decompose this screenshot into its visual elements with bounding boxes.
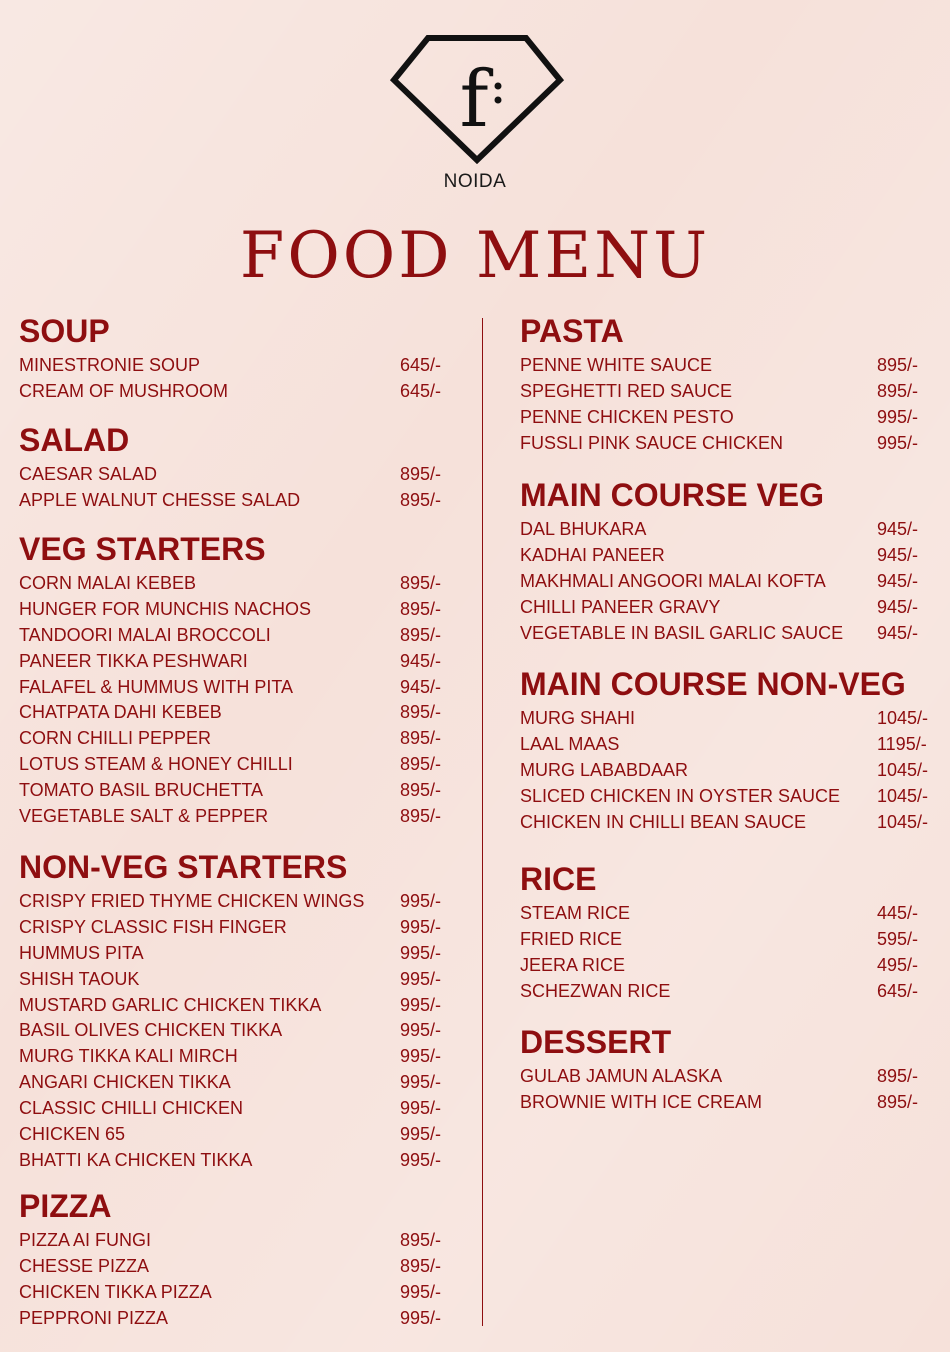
item-price: 895/- <box>400 1255 442 1276</box>
item-name: APPLE WALNUT CHESSE SALAD <box>19 489 301 510</box>
menu-item <box>520 595 919 621</box>
item-price: 595/- <box>877 928 919 949</box>
menu-item <box>19 941 442 967</box>
menu-item <box>520 901 919 927</box>
menu-item <box>520 379 919 405</box>
menu-item <box>520 517 919 543</box>
item-price: 895/- <box>877 380 919 401</box>
item-name: LAAL MAAS <box>520 733 620 754</box>
menu-item <box>19 1096 442 1122</box>
menu-item <box>19 915 442 941</box>
menu-item <box>19 1148 442 1174</box>
brand-logo <box>390 34 564 164</box>
item-price: 995/- <box>400 1072 442 1093</box>
section-non-veg-starters <box>19 849 442 1174</box>
menu-item <box>19 1280 442 1306</box>
menu-item <box>19 967 442 993</box>
item-name: HUNGER FOR MUNCHIS NACHOS <box>19 598 312 619</box>
item-price: 945/- <box>400 676 442 697</box>
item-price: 895/- <box>400 464 442 484</box>
menu-item <box>19 1044 442 1070</box>
menu-item <box>520 405 919 431</box>
menu-item <box>19 1122 442 1148</box>
item-price: 1045/- <box>877 785 929 806</box>
item-name: MINESTRONIE SOUP <box>19 355 201 375</box>
item-price: 945/- <box>877 519 919 539</box>
menu-item <box>520 1064 919 1090</box>
item-name: TANDOORI MALAI BROCCOLI <box>19 624 271 645</box>
menu-item <box>520 1090 919 1116</box>
item-name: CRISPY FRIED THYME CHICKEN WINGS <box>19 891 365 911</box>
item-price: 895/- <box>400 1230 442 1250</box>
item-price: 1045/- <box>877 811 929 832</box>
item-name: FALAFEL & HUMMUS WITH PITA <box>19 676 294 697</box>
item-price: 895/- <box>400 728 442 749</box>
item-name: MURG LABABDAAR <box>520 759 689 780</box>
item-name: MURG TIKKA KALI MIRCH <box>19 1046 238 1067</box>
item-price: 945/- <box>877 544 919 565</box>
item-name: CAESAR SALAD <box>19 464 158 484</box>
item-price: 895/- <box>400 598 442 619</box>
item-name: CHILLI PANEER GRAVY <box>520 596 721 617</box>
menu-item <box>19 379 442 405</box>
menu-item <box>19 1018 442 1044</box>
menu-item <box>19 1228 442 1254</box>
item-name: VEGETABLE SALT & PEPPER <box>19 806 269 827</box>
menu-item <box>19 1306 442 1332</box>
menu-item <box>520 706 929 732</box>
item-name: CHICKEN IN CHILLI BEAN SAUCE <box>520 811 807 832</box>
item-name: VEGETABLE IN BASIL GARLIC SAUCE <box>520 622 844 643</box>
item-name: JEERA RICE <box>520 954 626 975</box>
item-name: BASIL OLIVES CHICKEN TIKKA <box>19 1020 283 1041</box>
item-price: 995/- <box>877 432 919 453</box>
menu-item <box>19 700 442 726</box>
section-main-course-veg <box>520 477 919 646</box>
menu-item <box>520 353 919 379</box>
item-name: MAKHMALI ANGOORI MALAI KOFTA <box>520 570 826 591</box>
menu-item <box>520 979 919 1005</box>
item-price: 895/- <box>400 754 442 775</box>
logo-letter: f <box>459 55 489 145</box>
menu-item <box>19 623 442 649</box>
item-name: CLASSIC CHILLI CHICKEN <box>19 1098 244 1119</box>
item-price: 945/- <box>877 570 919 591</box>
menu-item <box>19 1070 442 1096</box>
section-salad <box>19 422 442 514</box>
item-name: MURG SHAHI <box>520 708 636 728</box>
item-price: 895/- <box>400 624 442 645</box>
section-rice <box>520 861 919 1005</box>
item-name: CORN MALAI KEBEB <box>19 573 197 593</box>
menu-item <box>19 1254 442 1280</box>
menu-item <box>520 927 919 953</box>
item-price: 895/- <box>400 702 442 723</box>
item-price: 1195/- <box>877 733 927 754</box>
item-price: 995/- <box>400 1046 442 1067</box>
item-price: 945/- <box>877 622 919 643</box>
item-price: 995/- <box>400 968 442 989</box>
page-title: FOOD MENU <box>239 219 711 293</box>
item-price: 995/- <box>400 1307 442 1328</box>
item-price: 645/- <box>400 380 442 401</box>
section-pizza <box>19 1188 442 1332</box>
item-price: 995/- <box>400 1020 442 1041</box>
menu-item <box>19 597 442 623</box>
item-price: 895/- <box>400 806 442 827</box>
menu-item <box>19 353 442 379</box>
item-name: PENNE WHITE SAUCE <box>520 355 713 375</box>
item-name: SCHEZWAN RICE <box>520 980 671 1001</box>
item-price: 995/- <box>877 406 919 427</box>
item-name: CRISPY CLASSIC FISH FINGER <box>19 916 287 937</box>
item-name: SPEGHETTI RED SAUCE <box>520 380 733 401</box>
menu-item <box>520 758 929 784</box>
menu-item <box>19 889 442 915</box>
column-divider <box>482 318 483 1326</box>
item-name: TOMATO BASIL BRUCHETTA <box>19 780 264 801</box>
item-price: 995/- <box>400 1124 442 1145</box>
item-name: BHATTI KA CHICKEN TIKKA <box>19 1149 253 1170</box>
menu-item <box>19 462 442 488</box>
item-price: 895/- <box>877 1091 919 1112</box>
section-pasta <box>520 313 919 457</box>
item-name: FRIED RICE <box>520 928 623 949</box>
menu-item <box>19 804 442 830</box>
item-price: 895/- <box>400 780 442 801</box>
menu-item <box>520 732 927 758</box>
menu-item <box>520 543 919 569</box>
section-heading: VEG STARTERS <box>19 531 266 567</box>
item-name: PIZZA AI FUNGI <box>19 1230 152 1250</box>
item-name: CORN CHILLI PEPPER <box>19 728 212 749</box>
section-heading: SALAD <box>19 422 130 458</box>
item-name: CHESSE PIZZA <box>19 1255 150 1276</box>
menu-item <box>19 649 442 675</box>
menu-item <box>520 621 919 647</box>
item-price: 995/- <box>400 1281 442 1302</box>
section-heading: RICE <box>520 861 597 897</box>
item-price: 1045/- <box>877 759 929 780</box>
item-price: 945/- <box>877 596 919 617</box>
section-dessert <box>520 1024 919 1116</box>
item-price: 1045/- <box>877 708 929 728</box>
menu-item <box>520 810 929 836</box>
item-name: PEPPRONI PIZZA <box>19 1307 169 1328</box>
item-name: STEAM RICE <box>520 903 631 923</box>
item-name: ANGARI CHICKEN TIKKA <box>19 1072 231 1093</box>
item-name: CHICKEN TIKKA PIZZA <box>19 1281 212 1302</box>
item-price: 895/- <box>877 355 919 375</box>
item-name: HUMMUS PITA <box>19 942 144 963</box>
item-name: MUSTARD GARLIC CHICKEN TIKKA <box>19 994 322 1015</box>
menu-item <box>19 675 442 701</box>
menu-item <box>19 488 442 514</box>
menu-item <box>520 953 919 979</box>
item-name: CREAM OF MUSHROOM <box>19 380 228 401</box>
item-name: LOTUS STEAM & HONEY CHILLI <box>19 754 293 775</box>
item-name: SHISH TAOUK <box>19 968 140 989</box>
item-name: GULAB JAMUN ALASKA <box>520 1066 723 1086</box>
item-price: 995/- <box>400 916 442 937</box>
item-price: 995/- <box>400 994 442 1015</box>
item-name: CHATPATA DAHI KEBEB <box>19 702 222 723</box>
section-heading: DESSERT <box>520 1024 672 1060</box>
item-name: PANEER TIKKA PESHWARI <box>19 650 248 671</box>
menu-item <box>19 726 442 752</box>
menu-item <box>520 431 919 457</box>
menu-item <box>19 993 442 1019</box>
section-heading: SOUP <box>19 313 110 349</box>
item-name: BROWNIE WITH ICE CREAM <box>520 1091 762 1112</box>
item-price: 895/- <box>877 1066 919 1086</box>
menu-item <box>520 784 929 810</box>
item-name: SLICED CHICKEN IN OYSTER SAUCE <box>520 785 841 806</box>
item-price: 495/- <box>877 954 919 975</box>
section-soup <box>19 313 442 405</box>
item-price: 895/- <box>400 573 442 593</box>
menu-item <box>19 778 442 804</box>
item-price: 945/- <box>400 650 442 671</box>
item-name: KADHAI PANEER <box>520 544 665 565</box>
section-heading: PASTA <box>520 313 624 349</box>
item-price: 995/- <box>400 942 442 963</box>
item-price: 895/- <box>400 489 442 510</box>
menu-item <box>19 752 442 778</box>
city-label: NOIDA <box>443 171 507 192</box>
item-price: 995/- <box>400 1098 442 1119</box>
item-price: 645/- <box>400 355 442 375</box>
menu-item <box>520 569 919 595</box>
section-heading: NON-VEG STARTERS <box>19 849 348 885</box>
item-price: 995/- <box>400 1149 442 1170</box>
item-price: 445/- <box>877 903 919 923</box>
section-heading: PIZZA <box>19 1188 112 1224</box>
section-veg-starters <box>19 531 442 830</box>
menu-item <box>19 571 442 597</box>
item-name: DAL BHUKARA <box>520 519 647 539</box>
item-price: 995/- <box>400 891 442 911</box>
section-main-course-non-veg <box>520 666 929 835</box>
section-heading: MAIN COURSE NON-VEG <box>520 666 906 702</box>
diamond-logo-icon <box>390 34 564 164</box>
section-heading: MAIN COURSE VEG <box>520 477 825 513</box>
item-name: CHICKEN 65 <box>19 1124 126 1145</box>
item-name: PENNE CHICKEN PESTO <box>520 406 734 427</box>
item-price: 645/- <box>877 980 919 1001</box>
item-name: FUSSLI PINK SAUCE CHICKEN <box>520 432 784 453</box>
